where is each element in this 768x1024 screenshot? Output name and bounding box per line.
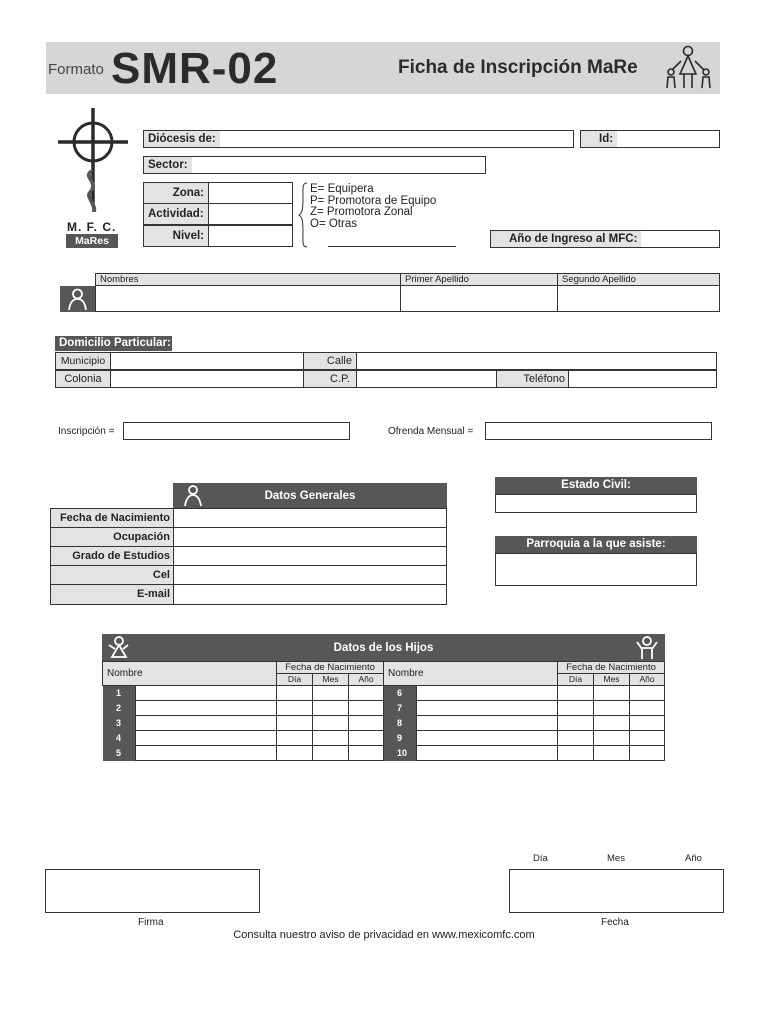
nivel-legend <box>310 184 436 230</box>
datos-generales-header <box>173 483 447 508</box>
nivel-label: Nivel: <box>143 225 209 247</box>
hijos-fecha-header-right: Fecha de Nacimiento <box>557 661 665 674</box>
cel-label: Cel <box>50 565 174 585</box>
hijos-title: Datos de los Hijos <box>333 642 434 654</box>
hijos-anio-header: Año <box>348 673 384 686</box>
hijo-number: 10 <box>384 746 416 761</box>
nombres-input[interactable] <box>95 285 401 312</box>
email-label: E-mail <box>50 584 174 605</box>
actividad-input[interactable] <box>208 203 293 225</box>
person-icon <box>60 286 95 312</box>
fecha-label: Fecha <box>601 917 629 928</box>
hijo-number: 9 <box>384 731 416 746</box>
hijo-number: 4 <box>103 731 135 746</box>
segundo-apellido-header: Segundo Apellido <box>557 273 720 286</box>
zona-label: Zona: <box>143 182 209 204</box>
id-field[interactable] <box>580 130 720 148</box>
hijos-dia-header: Día <box>276 673 313 686</box>
colonia-label: Colonia <box>55 370 111 388</box>
telefono-input[interactable] <box>568 370 717 388</box>
cp-label: C.P. <box>303 370 357 388</box>
logo-text-mfc: M. F. C. <box>67 220 117 234</box>
child-boy-icon <box>634 635 660 661</box>
footer-mes-label: Mes <box>607 853 625 864</box>
hijos-dia-header: Día <box>557 673 594 686</box>
grado-estudios-label: Grado de Estudios <box>50 546 174 566</box>
legend-item: E= Equipera <box>310 183 374 195</box>
parroquia-header: Parroquia a la que asiste: <box>495 536 697 553</box>
hijos-grid[interactable] <box>102 685 666 762</box>
person-icon-box <box>60 286 95 312</box>
hijos-mes-header: Mes <box>593 673 630 686</box>
form-title: Ficha de Inscripción MaRe <box>398 57 638 78</box>
ocupacion-label: Ocupación <box>50 527 174 547</box>
hijo-number: 8 <box>384 716 416 731</box>
ofrenda-label: Ofrenda Mensual = <box>388 426 474 437</box>
segundo-apellido-input[interactable] <box>557 285 720 312</box>
footer-anio-label: Año <box>685 853 702 864</box>
anio-ingreso-field[interactable] <box>490 230 720 248</box>
primer-apellido-input[interactable] <box>400 285 558 312</box>
fecha-nacimiento-input[interactable] <box>173 508 447 528</box>
id-label: Id: <box>581 131 617 147</box>
sector-label: Sector: <box>144 157 192 173</box>
fecha-box[interactable] <box>509 869 724 913</box>
mother-children-icon <box>662 44 716 92</box>
privacy-notice: Consulta nuestro aviso de privacidad en www.mexicomfc.com <box>233 929 535 941</box>
hijo-number: 2 <box>103 701 135 716</box>
calle-label: Calle <box>303 352 357 370</box>
firma-box[interactable] <box>45 869 260 913</box>
zona-input[interactable] <box>208 182 293 204</box>
datos-generales-title: Datos Generales <box>264 490 356 502</box>
logo-text-mares: MaRes <box>66 234 118 248</box>
inscripcion-input[interactable] <box>123 422 350 440</box>
nombres-header: Nombres <box>95 273 401 286</box>
calle-input[interactable] <box>356 352 717 370</box>
hijo-number: 1 <box>103 686 135 701</box>
legend-brace <box>298 182 308 248</box>
firma-label: Firma <box>138 917 164 928</box>
hijo-number: 6 <box>384 686 416 701</box>
sector-field[interactable] <box>143 156 486 174</box>
cp-input[interactable] <box>356 370 497 388</box>
inscripcion-label: Inscripción = <box>58 426 115 437</box>
hijos-nombre-header-right: Nombre <box>383 661 558 686</box>
nivel-other-line <box>328 246 456 247</box>
formato-label: Formato <box>48 61 104 78</box>
fecha-nacimiento-label: Fecha de Nacimiento <box>50 508 174 528</box>
hijo-number: 5 <box>103 746 135 761</box>
municipio-input[interactable] <box>110 352 304 370</box>
colonia-input[interactable] <box>110 370 304 388</box>
parroquia-input[interactable] <box>495 553 697 586</box>
actividad-label: Actividad: <box>143 203 209 225</box>
email-input[interactable] <box>173 584 447 605</box>
telefono-label: Teléfono <box>496 370 569 388</box>
cel-input[interactable] <box>173 565 447 585</box>
nivel-input[interactable] <box>208 225 293 247</box>
domicilio-title: Domicilio Particular: <box>55 336 172 351</box>
primer-apellido-header: Primer Apellido <box>400 273 558 286</box>
ocupacion-input[interactable] <box>173 527 447 547</box>
estado-civil-header: Estado Civil: <box>495 477 697 494</box>
grado-estudios-input[interactable] <box>173 546 447 566</box>
hijos-anio-header: Año <box>629 673 665 686</box>
anio-ingreso-label: Año de Ingreso al MFC: <box>491 231 641 247</box>
diocesis-field[interactable] <box>143 130 574 148</box>
hijo-number: 7 <box>384 701 416 716</box>
estado-civil-input[interactable] <box>495 494 697 513</box>
hijos-nombre-header-left: Nombre <box>102 661 277 686</box>
hijo-number: 3 <box>103 716 135 731</box>
footer-dia-label: Día <box>533 853 548 864</box>
hijos-header <box>102 634 665 661</box>
hijos-fecha-header-left: Fecha de Nacimiento <box>276 661 384 674</box>
legend-item: P= Promotora de Equipo <box>310 194 437 207</box>
legend-item: Z= Promotora Zonal <box>310 206 413 218</box>
diocesis-label: Diócesis de: <box>144 131 220 147</box>
ofrenda-input[interactable] <box>485 422 712 440</box>
form-code: SMR-02 <box>111 44 279 93</box>
mfc-logo-icon <box>58 108 128 226</box>
municipio-label: Municipio <box>55 352 111 370</box>
legend-item: O= Otras <box>310 217 357 230</box>
hijos-mes-header: Mes <box>312 673 349 686</box>
